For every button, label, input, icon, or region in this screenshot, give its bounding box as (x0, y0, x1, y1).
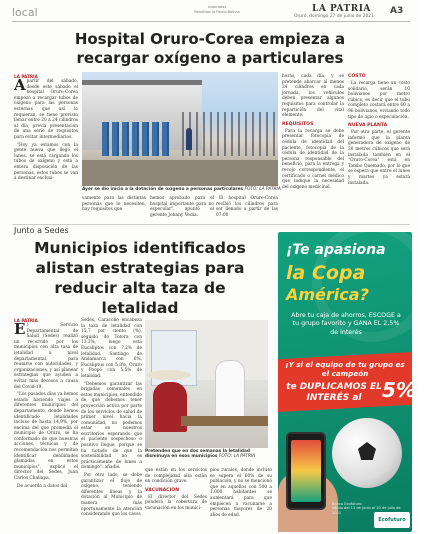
masthead-brand: LA PATRIA (312, 4, 371, 14)
bank-advertisement[interactable] (278, 232, 426, 532)
article2-paragraph: pios rurales, donde incluso se supera el 60% de su población, y no se mencionó que en aquellos con 500 a 1.000 habitantes se aumentará para que empiecen a vacunarse a personas mayores de 20 años de edad. (210, 468, 272, 518)
article2-paragraph: De acuerdo a datos del (17, 483, 68, 489)
ad-footer: Banco Ecofuturo Válido del 13 de junio al 10 de julio de 2021 (332, 502, 401, 515)
smartphone-icon (286, 432, 326, 510)
article1-caption: Ayer se dio inicio a la dotación de oxígeno a personas particulares FOTO: LA PATRIA (82, 187, 281, 192)
article1-paragraph: El hospital Oruro-Corea recibió los cilindros para ser llenado a partir de las 07:00 (216, 196, 278, 218)
article1-column-2 (82, 196, 146, 224)
page-header (12, 4, 410, 22)
article2-column-4 (210, 468, 272, 530)
article2-caption: Pretenden que en dos semanas la letalidad disminuya en esos municipios FOTO: LA PATRIA (145, 449, 256, 460)
page-number: A3 (390, 6, 404, 16)
article2-column-2 (81, 318, 142, 530)
article2-paragraph: El director del Sedes ponderó la cobertura de vacunación en los munici- (145, 494, 207, 511)
article1-paragraph: horas, cada día, y se pretende abarcar al menos 24 cilindros en cada jornada, los vehículos deben presentar algunos requisitos para controlar la repartición del vital elemento. (282, 74, 344, 119)
article1-column-3b (216, 196, 278, 224)
ecofuturo-logo: Ecofuturo (374, 512, 410, 528)
soccer-ball-icon (332, 418, 402, 488)
ad-headline-3: América? (286, 285, 369, 304)
article1-paragraph: partir del sábado, desde este sábado el hospital Oruro-Corea empezó a recargar tubos de oxígeno para las personas externas que así lo requieran, se tiene previsto llenar entre 20 a 24 cilindros al día, previa presentación de una serie de requisitos para evitar intermediarios. (14, 79, 78, 140)
article2-byline: LA PATRIA (14, 318, 38, 323)
article1-byline: LA PATRIA (14, 74, 38, 79)
article2-column-3 (145, 468, 207, 530)
article2-paragraph: Por otro lado, se debe garantizar el flujo de oxígeno, teniendo diferentes líneas y la dotación al Municipio de manera más oportunamente la atención considerando que los casos (81, 473, 142, 518)
article1-subhead: REQUISITOS (282, 121, 314, 127)
article1-dropcap: A (14, 76, 26, 94)
article1-column-1 (14, 74, 78, 224)
article1-paragraph: La recarga tiene un costo solidario, serán 10 bolivianos por metro cúbico, es decir que el tubo completo costará entre 60 a 96 bolivianos, evitando todo tipo de agio o especulación. (348, 81, 410, 120)
article1-paragraph: "Hoy ya estamos con la gente nueva que llegó el lunes, se está cargando los tubos de oxígeno y está a entera disposición de las personas, estos tubos se van a destinar exclusi- (14, 142, 78, 182)
article1-headline: Hospital Oruro-Corea empieza a recargar oxígeno a particulares (74, 30, 346, 67)
article2-paragraph: que están en los servicios de complejidad alta están en condición grave. (145, 468, 207, 485)
article1-subhead: COSTO (348, 74, 366, 79)
ad-double-interest-text: te DUPLICAMOS EL INTERÉS al (286, 382, 382, 403)
header-motto: Inspiradas Rendidos la Patria Bolivia (194, 5, 240, 14)
section-label: local (12, 6, 38, 19)
article1-paragraph: Por otra parte, el gerente informó que la planta generadora de oxígeno de 30 metros cúbicos que será instalada también en el "Oruro-Corea" está en Tambo Quemado, por lo que se espera que entre el lunes y martes ya estará instalada. (348, 130, 410, 186)
issue-date: Oruro, domingo 27 de junio de 2021 (294, 14, 374, 19)
article1-paragraph: Para la recarga se debe presentar fotocopia de cédula de identidad del paciente, fotocopia de la cédula de identidad de la persona responsable del beneficio, para la entrega y recojo correspondiente, el certificado o carnet médico que indique la necesidad del oxígeno medicinal. (282, 128, 344, 190)
article2-kicker: Junto a Sedes (14, 226, 69, 235)
article2-paragraph: "Los pasados días ya hemos estado haciendo viajes a diferentes municipios del departamento, donde hemos identificado letalidades incluso de hasta 14,9%, por encima del que promedia el municipio de Oruro, se ha conformado de que nuestras acciones, técnicas y de recomendación nos permitan identificar debilidades glamadas en estos municipios", explicó el director del Sedes, Juan Carlos Challapa. (14, 392, 78, 482)
article1-column-3 (150, 196, 214, 224)
article2-subhead: VACUNACIÓN (145, 487, 180, 493)
article1-column-5 (348, 74, 410, 224)
ad-interest-rate: 5%! (382, 378, 426, 402)
article1-subhead: NUEVA PLANTA (348, 123, 388, 129)
ad-offer-text: Abre tu caja de ahorros, ESCOGE a tu grupo favorito y GANA EL 2,5% de interés (291, 312, 401, 336)
article2-paragraph: "Debemos garantizar las brigadas comunales en estos municipios, entendido de que debemos tener proyección activa por parte de los servicios de salud de primer nivel hacia la comunidad, no podemos estar en nuestros escritorios esperando que el paciente sospechoso o positivo llegue, porque se ha notado de que la sostenibilidad no es prácticamente de lunes a domingo", añadió. (81, 381, 142, 471)
article1-paragraph: hemos aprobado para el hospital importante para no especular", apuntó el gerente Johnny Vedia. (150, 196, 214, 218)
article2-dropcap: E (14, 320, 26, 338)
ad-champion-text: ¡Y si el equipo de tu grupo es el campeón (285, 360, 405, 378)
ad-headline-2: la Copa (286, 262, 366, 284)
article2-column-1: LA PATRIA El Servicio Departamental de Salud (Sedes) realizó un recorrido por los municipios con alta tasa de letalidad a nivel departamental, para reunirse con autoridades, y organizaciones, y así planear estrategias que ayuden a evitar más decesos a causa del Covid-19. "Los pasados días ya hemos estado haciendo viajes a diferentes municipios del departamento, donde hemos identificado letalidades incluso de hasta 14,9%, por encima del que promedia el municipio de Oruro, se ha conformado de que nuestras acciones, técnicas y de recomendación nos permitan identificar debilidades glamadas en estos municipios", explicó el director del Sedes, Juan Carlos Challapa. De acuerdo a datos del (14, 318, 78, 489)
article1-paragraph: vamente para las distintas personas que lo necesiten, hay requisitos que (82, 196, 146, 213)
article2-headline: Municipios identificados alistan estrategias para reducir alta taza de letalidad (34, 239, 246, 317)
article1-photo (82, 72, 278, 186)
article2-paragraph: Sedes, Caracollo encabeza la taza de letalidad con 15,7 por ciento (%), seguido de Totora con 13,3%, luego está Eucaliptos con 7,2% de letalidad, Santiago de Andamarca con 6%, Eucaliptus con 5,8%, Oruro y Poopó con 5,5% de letalidad. (81, 318, 142, 379)
article2-photo (145, 320, 268, 448)
article1-column-4 (282, 74, 344, 224)
ad-headline-1: ¡Te apasiona (286, 242, 386, 258)
